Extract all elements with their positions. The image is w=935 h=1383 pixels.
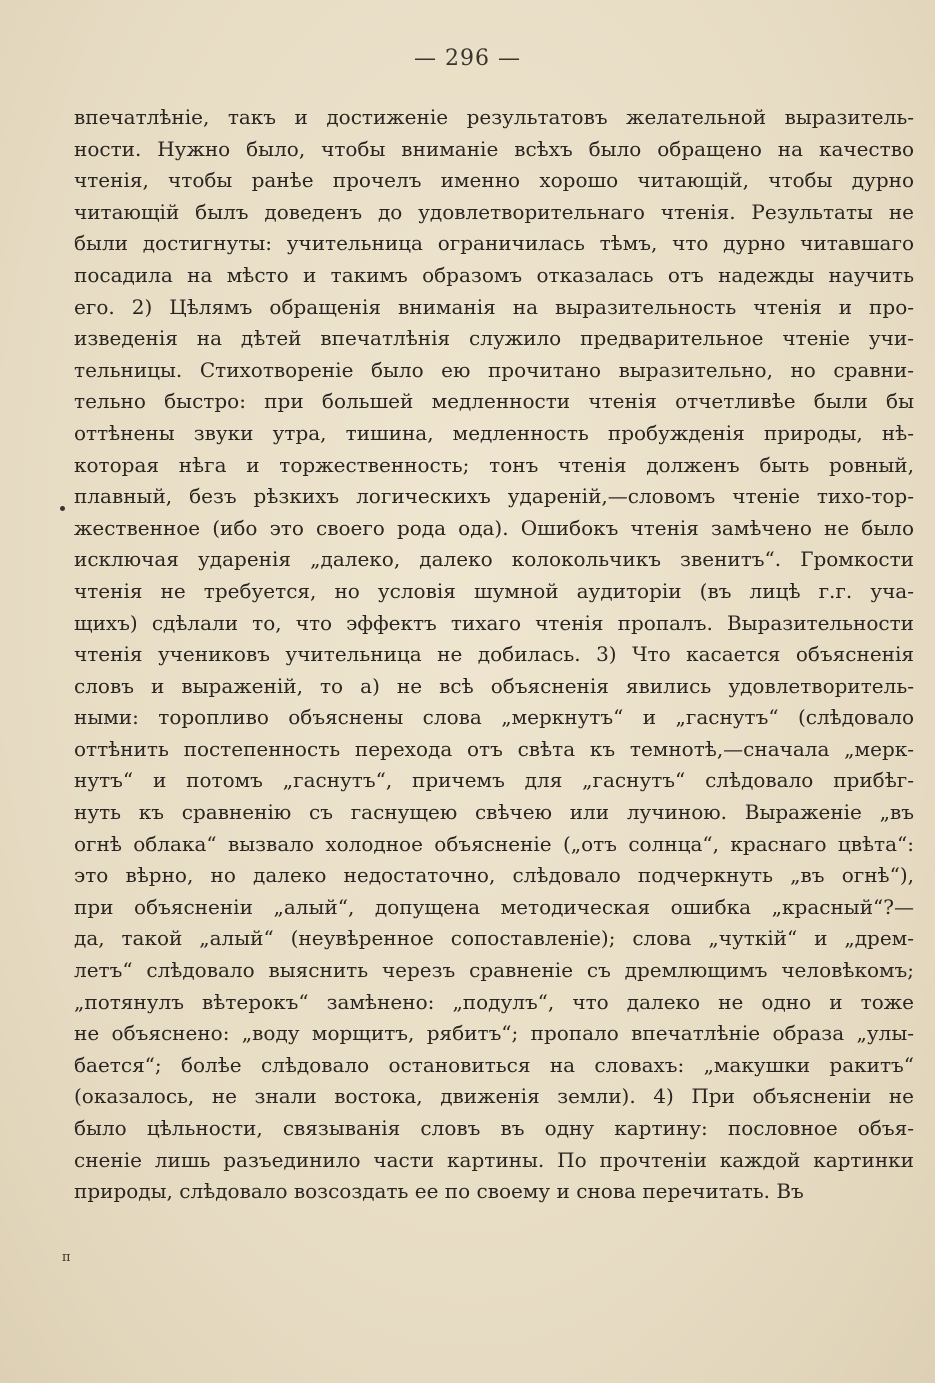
text-line: при объясненіи „алый“, допущена методическая ошибка „красный“?— xyxy=(74,894,914,919)
text-line: щихъ) сдѣлали то, что эффектъ тихаго чтенія пропалъ. Выразительности xyxy=(74,610,914,635)
text-line: нутъ“ и потомъ „гаснутъ“, причемъ для „гаснутъ“ слѣдовало прибѣг- xyxy=(74,768,914,793)
text-line: были достигнуты: учительница ограничилась тѣмъ, что дурно читавшаго xyxy=(74,231,914,256)
text-line: не объяснено: „воду морщитъ, рябитъ“; пропало впечатлѣніе образа „улы- xyxy=(74,1021,914,1046)
text-line: летъ“ слѣдовало выяснить черезъ сравненіе съ дремлющимъ человѣкомъ; xyxy=(74,958,914,983)
signature-mark: п xyxy=(62,1250,71,1265)
text-line: чтенія, чтобы ранѣе прочелъ именно хорошо читающій, чтобы дурно xyxy=(74,168,914,193)
text-line: его. 2) Цѣлямъ обращенія вниманія на выразительность чтенія и про- xyxy=(74,294,914,319)
text-line: впечатлѣніе, такъ и достиженіе результатовъ желательной выразитель- xyxy=(74,105,914,129)
text-line: жественное (ибо это своего рода ода). Ошибокъ чтенія замѣчено не было xyxy=(74,515,914,540)
text-line: исключая ударенія „далеко, далеко колокольчикъ звенитъ“. Громкости xyxy=(74,547,914,572)
text-line: тельно быстро: при большей медленности чтенія отчетливѣе были бы xyxy=(74,389,914,414)
text-line: плавный, безъ рѣзкихъ логическихъ удареній,—словомъ чтеніе тихо-тор- xyxy=(74,484,914,509)
text-line: природы, слѣдовало возсоздать ее по своему и снова перечитать. Въ xyxy=(74,1179,804,1204)
text-line: оттѣнены звуки утра, тишина, медленность пробужденія природы, нѣ- xyxy=(74,420,914,445)
text-line: чтенія учениковъ учительница не добилась. 3) Что касается объясненія xyxy=(74,642,914,667)
text-line: которая нѣга и торжественность; тонъ чтенія долженъ быть ровный, xyxy=(74,452,914,477)
text-line: (оказалось, не знали востока, движенія земли). 4) При объясненіи не xyxy=(74,1084,914,1109)
text-line: ности. Нужно было, чтобы вниманіе всѣхъ было обращено на качество xyxy=(74,136,914,161)
text-line: „потянулъ вѣтерокъ“ замѣнено: „подулъ“, что далеко не одно и тоже xyxy=(74,989,914,1014)
margin-dot xyxy=(60,506,65,511)
text-line: это вѣрно, но далеко недостаточно, слѣдовало подчеркнуть „въ огнѣ“), xyxy=(74,863,914,888)
text-line: чтенія не требуется, но условія шумной аудиторіи (въ лицѣ г.г. уча- xyxy=(74,578,914,603)
text-line: посадила на мѣсто и такимъ образомъ отказалась отъ надежды научить xyxy=(74,262,914,287)
body-text xyxy=(74,102,914,1208)
text-line: сненіе лишь разъединило части картины. По прочтеніи каждой картинки xyxy=(74,1147,914,1172)
text-line: было цѣльности, связыванія словъ въ одну картину: пословное объя- xyxy=(74,1116,914,1140)
page-number: — 296 — xyxy=(414,46,521,71)
text-line: бается“; болѣе слѣдовало остановиться на словахъ: „макушки ракитъ“ xyxy=(74,1052,914,1077)
text-line: огнѣ облака“ вызвало холодное объясненіе („отъ солнца“, краснаго цвѣта“: xyxy=(74,831,914,856)
text-line: да, такой „алый“ (неувѣренное сопоставленіе); слова „чуткій“ и „дрем- xyxy=(74,926,914,951)
text-line: тельницы. Стихотвореніе было ею прочитано выразительно, но сравни- xyxy=(74,357,914,382)
text-line: словъ и выраженій, то а) не всѣ объясненія явились удовлетворитель- xyxy=(74,673,914,698)
text-line: изведенія на дѣтей впечатлѣнія служило предварительное чтеніе учи- xyxy=(74,326,914,351)
text-line: читающій былъ доведенъ до удовлетворительнаго чтенія. Результаты не xyxy=(74,199,914,224)
text-line: ными: торопливо объяснены слова „меркнутъ“ и „гаснутъ“ (слѣдовало xyxy=(74,705,914,730)
text-line: нуть къ сравненію съ гаснущею свѣчею или лучиною. Выраженіе „въ xyxy=(74,800,914,825)
text-line: оттѣнить постепенность перехода отъ свѣта къ темнотѣ,—сначала „мерк- xyxy=(74,736,914,761)
